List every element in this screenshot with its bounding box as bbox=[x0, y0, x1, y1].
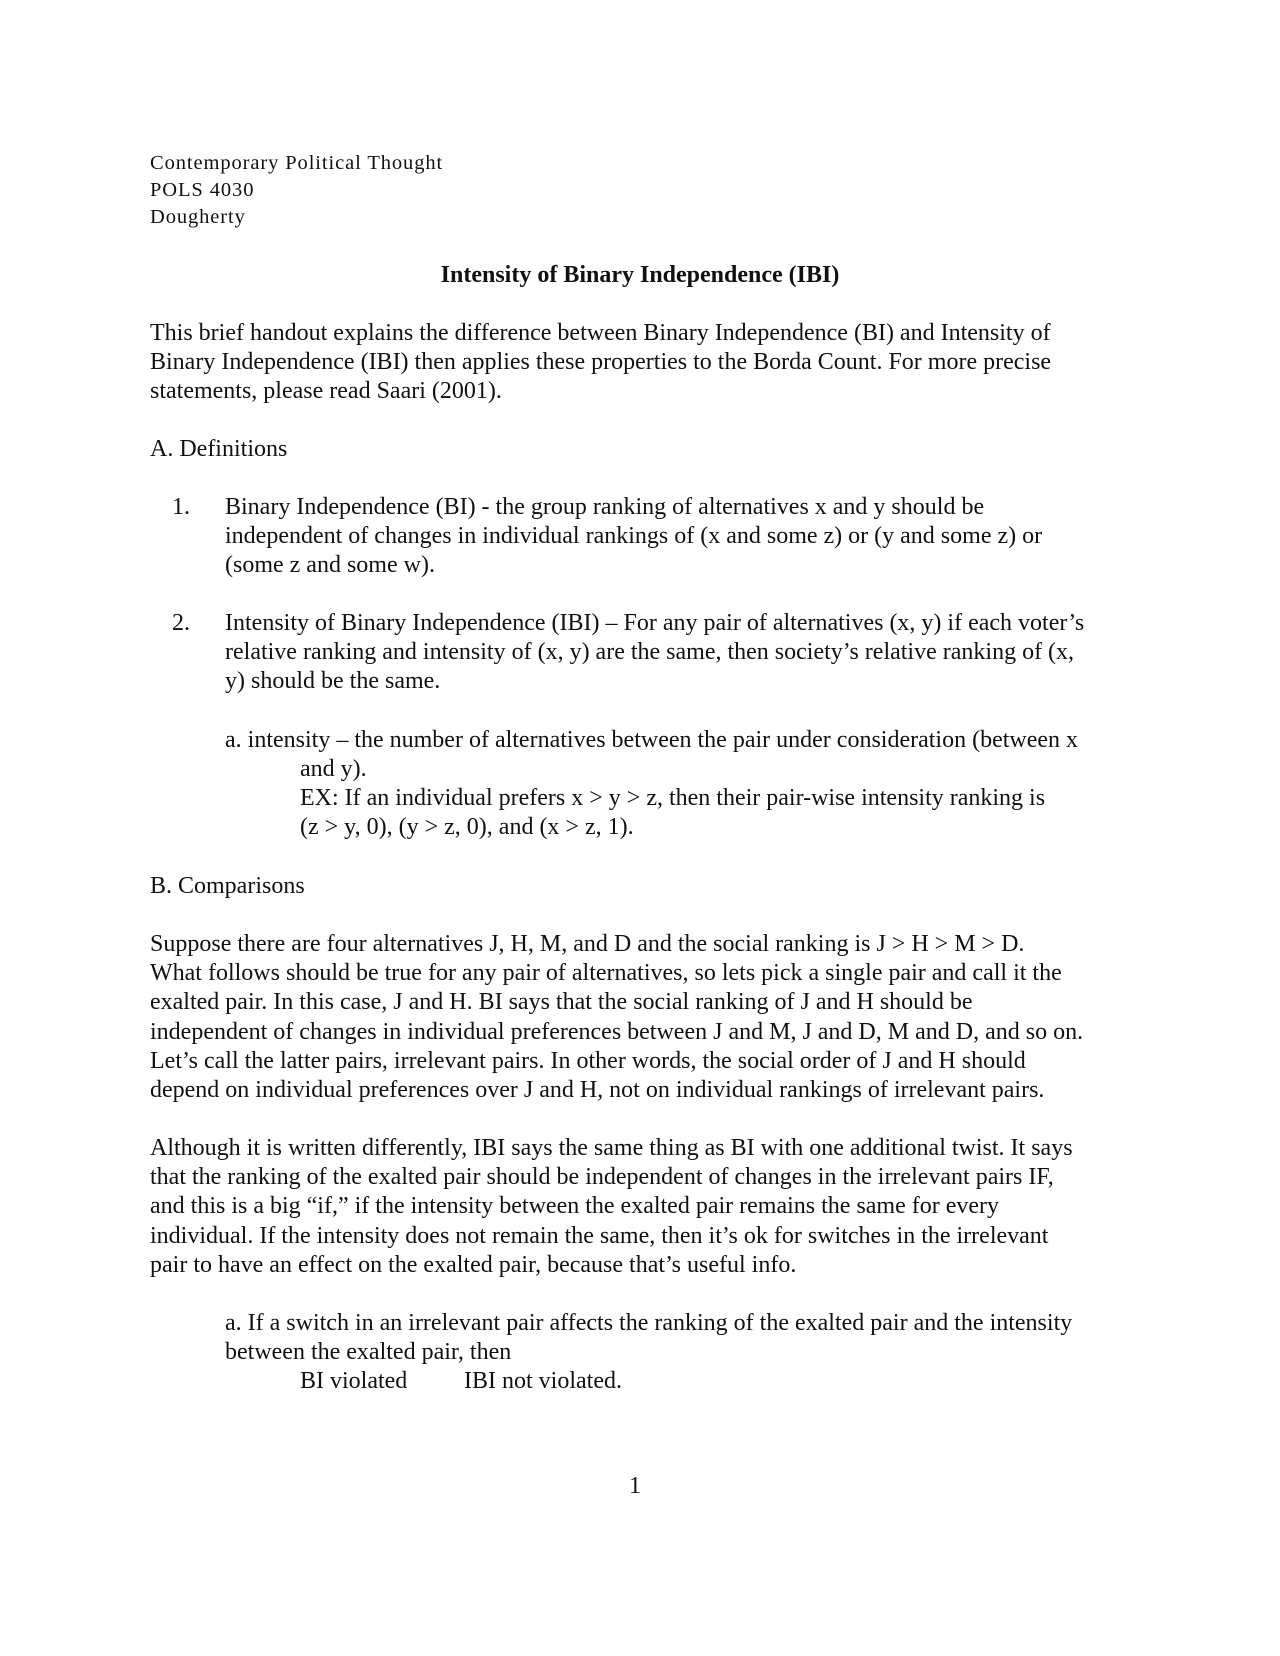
course-name: Contemporary Political Thought bbox=[150, 152, 444, 174]
text-line: EX: If an individual prefers x > y > z, then their pair-wise intensity ranking is bbox=[300, 785, 1046, 812]
document-title: Intensity of Binary Independence (IBI) bbox=[440, 262, 840, 288]
text-line: Suppose there are four alternatives J, H, M, and D and the social ranking is J > H > M > D. bbox=[150, 931, 1025, 957]
course-header bbox=[150, 150, 443, 231]
text-line: y) should be the same. bbox=[225, 668, 441, 695]
text-line: pair to have an effect on the exalted pair, because that’s useful info. bbox=[150, 1251, 797, 1278]
text-line: individual. If the intensity does not remain the same, then it’s ok for switches in the irrelevant bbox=[150, 1222, 1049, 1249]
text-line: (z > y, 0), (y > z, 0), and (x > z, 1). bbox=[300, 814, 634, 841]
point-a bbox=[225, 1309, 1072, 1367]
intensity-example bbox=[300, 755, 1045, 843]
comparisons-paragraph-1 bbox=[150, 930, 1083, 1105]
text-line: What follows should be true for any pair of alternatives, so lets pick a single pair and call it the bbox=[150, 960, 1062, 987]
text-line: and y). bbox=[300, 756, 367, 782]
text-line: Although it is written differently, IBI says the same thing as BI with one additional twist. It says bbox=[150, 1135, 1073, 1161]
intensity-definition: a. intensity – the number of alternatives between the pair under consideration (between x bbox=[225, 727, 1079, 753]
text-line: Intensity of Binary Independence (IBI) – For any pair of alternatives (x, y) if each voter’s bbox=[225, 610, 1085, 636]
section-heading-definitions: A. Definitions bbox=[150, 436, 288, 462]
instructor: Dougherty bbox=[150, 206, 246, 228]
text-line: depend on individual preferences over J and H, not on individual rankings of irrelevant pairs. bbox=[150, 1077, 1045, 1104]
comparisons-paragraph-2 bbox=[150, 1134, 1073, 1280]
intro-paragraph bbox=[150, 319, 1051, 407]
text-line: that the ranking of the exalted pair should be independent of changes in the irrelevant pairs IF, bbox=[150, 1164, 1054, 1191]
text-line: (some z and some w). bbox=[225, 552, 435, 579]
bi-violated-result: BI violated bbox=[300, 1368, 408, 1394]
text-line: This brief handout explains the difference between Binary Independence (BI) and Intensity of bbox=[150, 320, 1051, 346]
text-line: Let’s call the latter pairs, irrelevant pairs. In other words, the social order of J and H should bbox=[150, 1047, 1026, 1074]
text-line: between the exalted pair, then bbox=[225, 1339, 512, 1366]
ibi-not-violated-result: IBI not violated. bbox=[464, 1368, 622, 1394]
text-line: statements, please read Saari (2001). bbox=[150, 378, 502, 405]
text-line: Binary Independence (IBI) then applies these properties to the Borda Count. For more precise bbox=[150, 349, 1052, 376]
list-number: 2. bbox=[172, 610, 190, 636]
course-code: POLS 4030 bbox=[150, 179, 255, 201]
section-heading-comparisons: B. Comparisons bbox=[150, 873, 305, 899]
text-line: exalted pair. In this case, J and H. BI says that the social ranking of J and H should be bbox=[150, 989, 973, 1016]
text-line: independent of changes in individual rankings of (x and some z) or (y and some z) or bbox=[225, 523, 1043, 550]
text-line: Binary Independence (BI) - the group ranking of alternatives x and y should be bbox=[225, 494, 985, 520]
list-number: 1. bbox=[172, 494, 190, 520]
text-line: a. If a switch in an irrelevant pair affects the ranking of the exalted pair and the intensity bbox=[225, 1310, 1073, 1336]
text-line: and this is a big “if,” if the intensity between the exalted pair remains the same for every bbox=[150, 1193, 1000, 1220]
page-number: 1 bbox=[629, 1473, 641, 1499]
text-line: relative ranking and intensity of (x, y) are the same, then society’s relative ranking of (x, bbox=[225, 639, 1075, 666]
text-line: independent of changes in individual preferences between J and M, J and D, M and D, and so on. bbox=[150, 1018, 1084, 1045]
